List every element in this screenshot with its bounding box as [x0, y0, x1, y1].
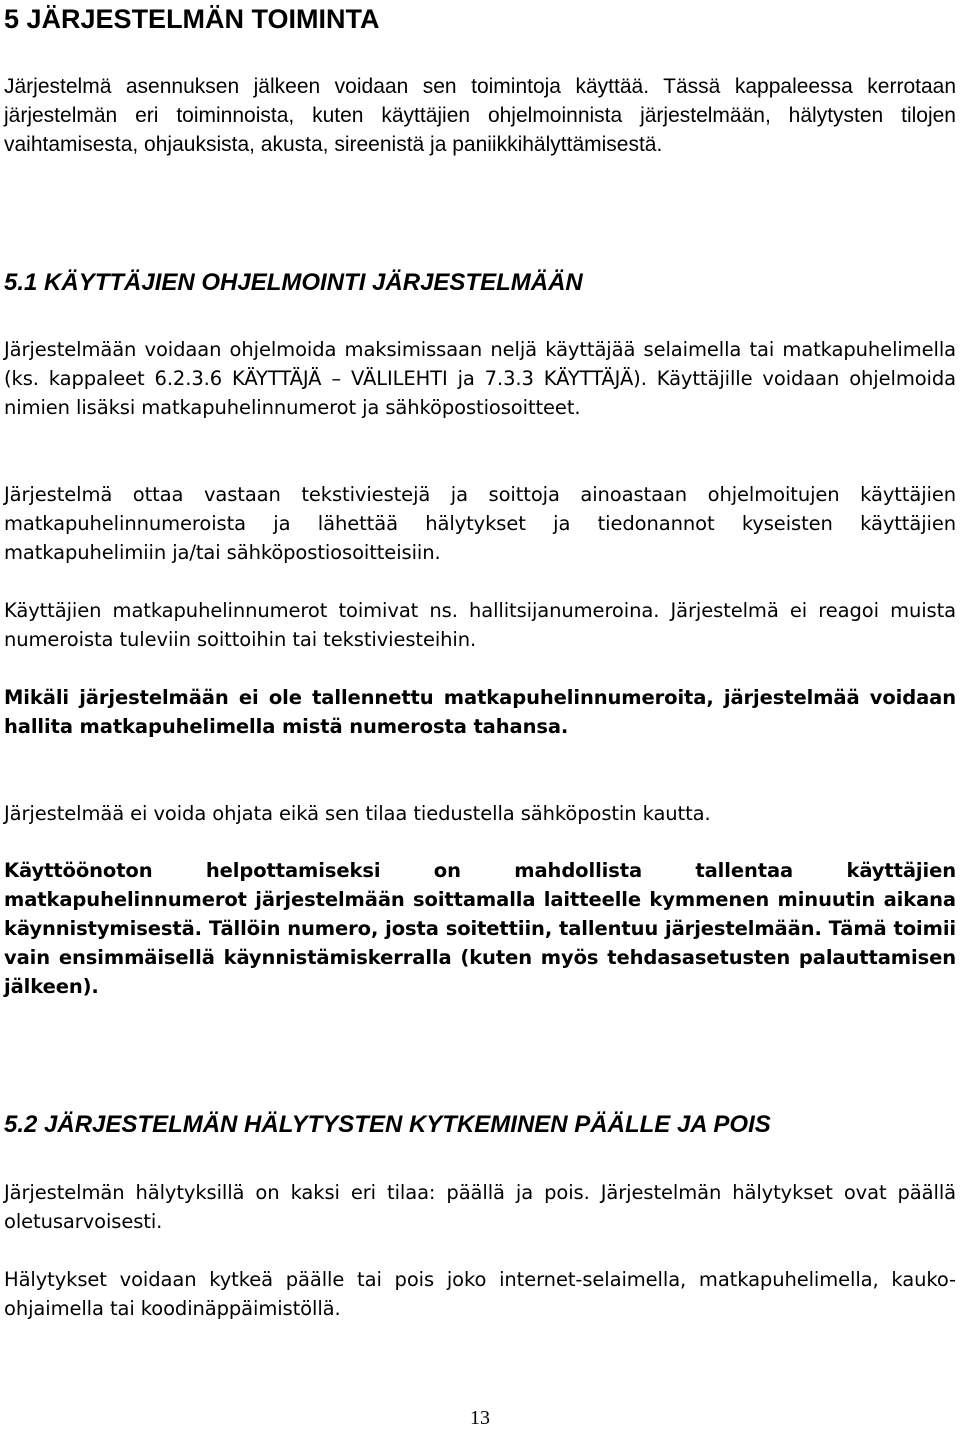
section-5-intro: Järjestelmä asennuksen jälkeen voidaan sen toimintoja käyttää. Tässä kappaleessa kerrotaan järjestelmän eri toiminnoista, kuten käyttäjien ohjelmoinnista järjestelmään, hälytysten tilojen vaihtamisesta, ohjauksista, akusta, sireenistä ja paniikkihälyttämisestä.: [4, 75, 956, 156]
section-5-1-paragraph-6: Käyttöönoton helpottamiseksi on mahdollista tallentaa käyttäjien matkapuhelinnumerot järjestelmään soittamalla laitteelle kymmenen minuutin aikana käynnistymisestä. Tällöin numero, josta soitettiin, tallentuu järjestelmään. Tämä toimii vain ensimmäisellä käynnistämiskerralla (kuten myös tehdasasetusten palauttamisen jälkeen).: [4, 859, 956, 998]
section-5-1-paragraph-4: Mikäli järjestelmään ei ole tallennettu matkapuhelinnumeroita, järjestelmää voidaan hallita matkapuhelimella mistä numerosta tahansa.: [4, 686, 956, 738]
section-5-1-paragraph-3: Käyttäjien matkapuhelinnumerot toimivat ns. hallitsijanumeroina. Järjestelmä ei reagoi muista numeroista tuleviin soittoihin tai tekstiviesteihin.: [4, 599, 956, 651]
section-5-2-paragraph-1: Järjestelmän hälytyksillä on kaksi eri tilaa: päällä ja pois. Järjestelmän hälytykset ovat päällä oletusarvoisesti.: [4, 1181, 956, 1233]
section-5-1-paragraph-2: Järjestelmä ottaa vastaan tekstiviestejä ja soittoja ainoastaan ohjelmoitujen käyttäjien matkapuhelinnumeroista ja lähettää hälytykset ja tiedonannot kyseisten käyttäjien matkapuhelimiin ja/tai sähköpostiosoitteisiin.: [4, 483, 956, 564]
section-5-2-paragraph-2: Hälytykset voidaan kytkeä päälle tai pois joko internet-selaimella, matkapuhelimella, kauko-ohjaimella tai koodinäppäimistöllä.: [4, 1268, 956, 1320]
page-number: 13: [470, 1407, 490, 1429]
section-5-1-heading: 5.1 KÄYTTÄJIEN OHJELMOINTI JÄRJESTELMÄÄN: [4, 269, 583, 296]
section-5-heading: 5 JÄRJESTELMÄN TOIMINTA: [4, 4, 380, 34]
section-5-1-paragraph-1: Järjestelmään voidaan ohjelmoida maksimissaan neljä käyttäjää selaimella tai matkapuhelimella (ks. kappaleet 6.2.3.6 KÄYTTÄJÄ – VÄLILEHTI ja 7.3.3 KÄYTTÄJÄ). Käyttäjille voidaan ohjelmoida nimien lisäksi matkapuhelinnumerot ja sähköpostiosoitteet.: [4, 338, 956, 419]
section-5-1-paragraph-5: Järjestelmää ei voida ohjata eikä sen tilaa tiedustella sähköpostin kautta.: [4, 802, 711, 825]
section-5-2-heading: 5.2 JÄRJESTELMÄN HÄLYTYSTEN KYTKEMINEN PÄÄLLE JA POIS: [4, 1111, 771, 1138]
